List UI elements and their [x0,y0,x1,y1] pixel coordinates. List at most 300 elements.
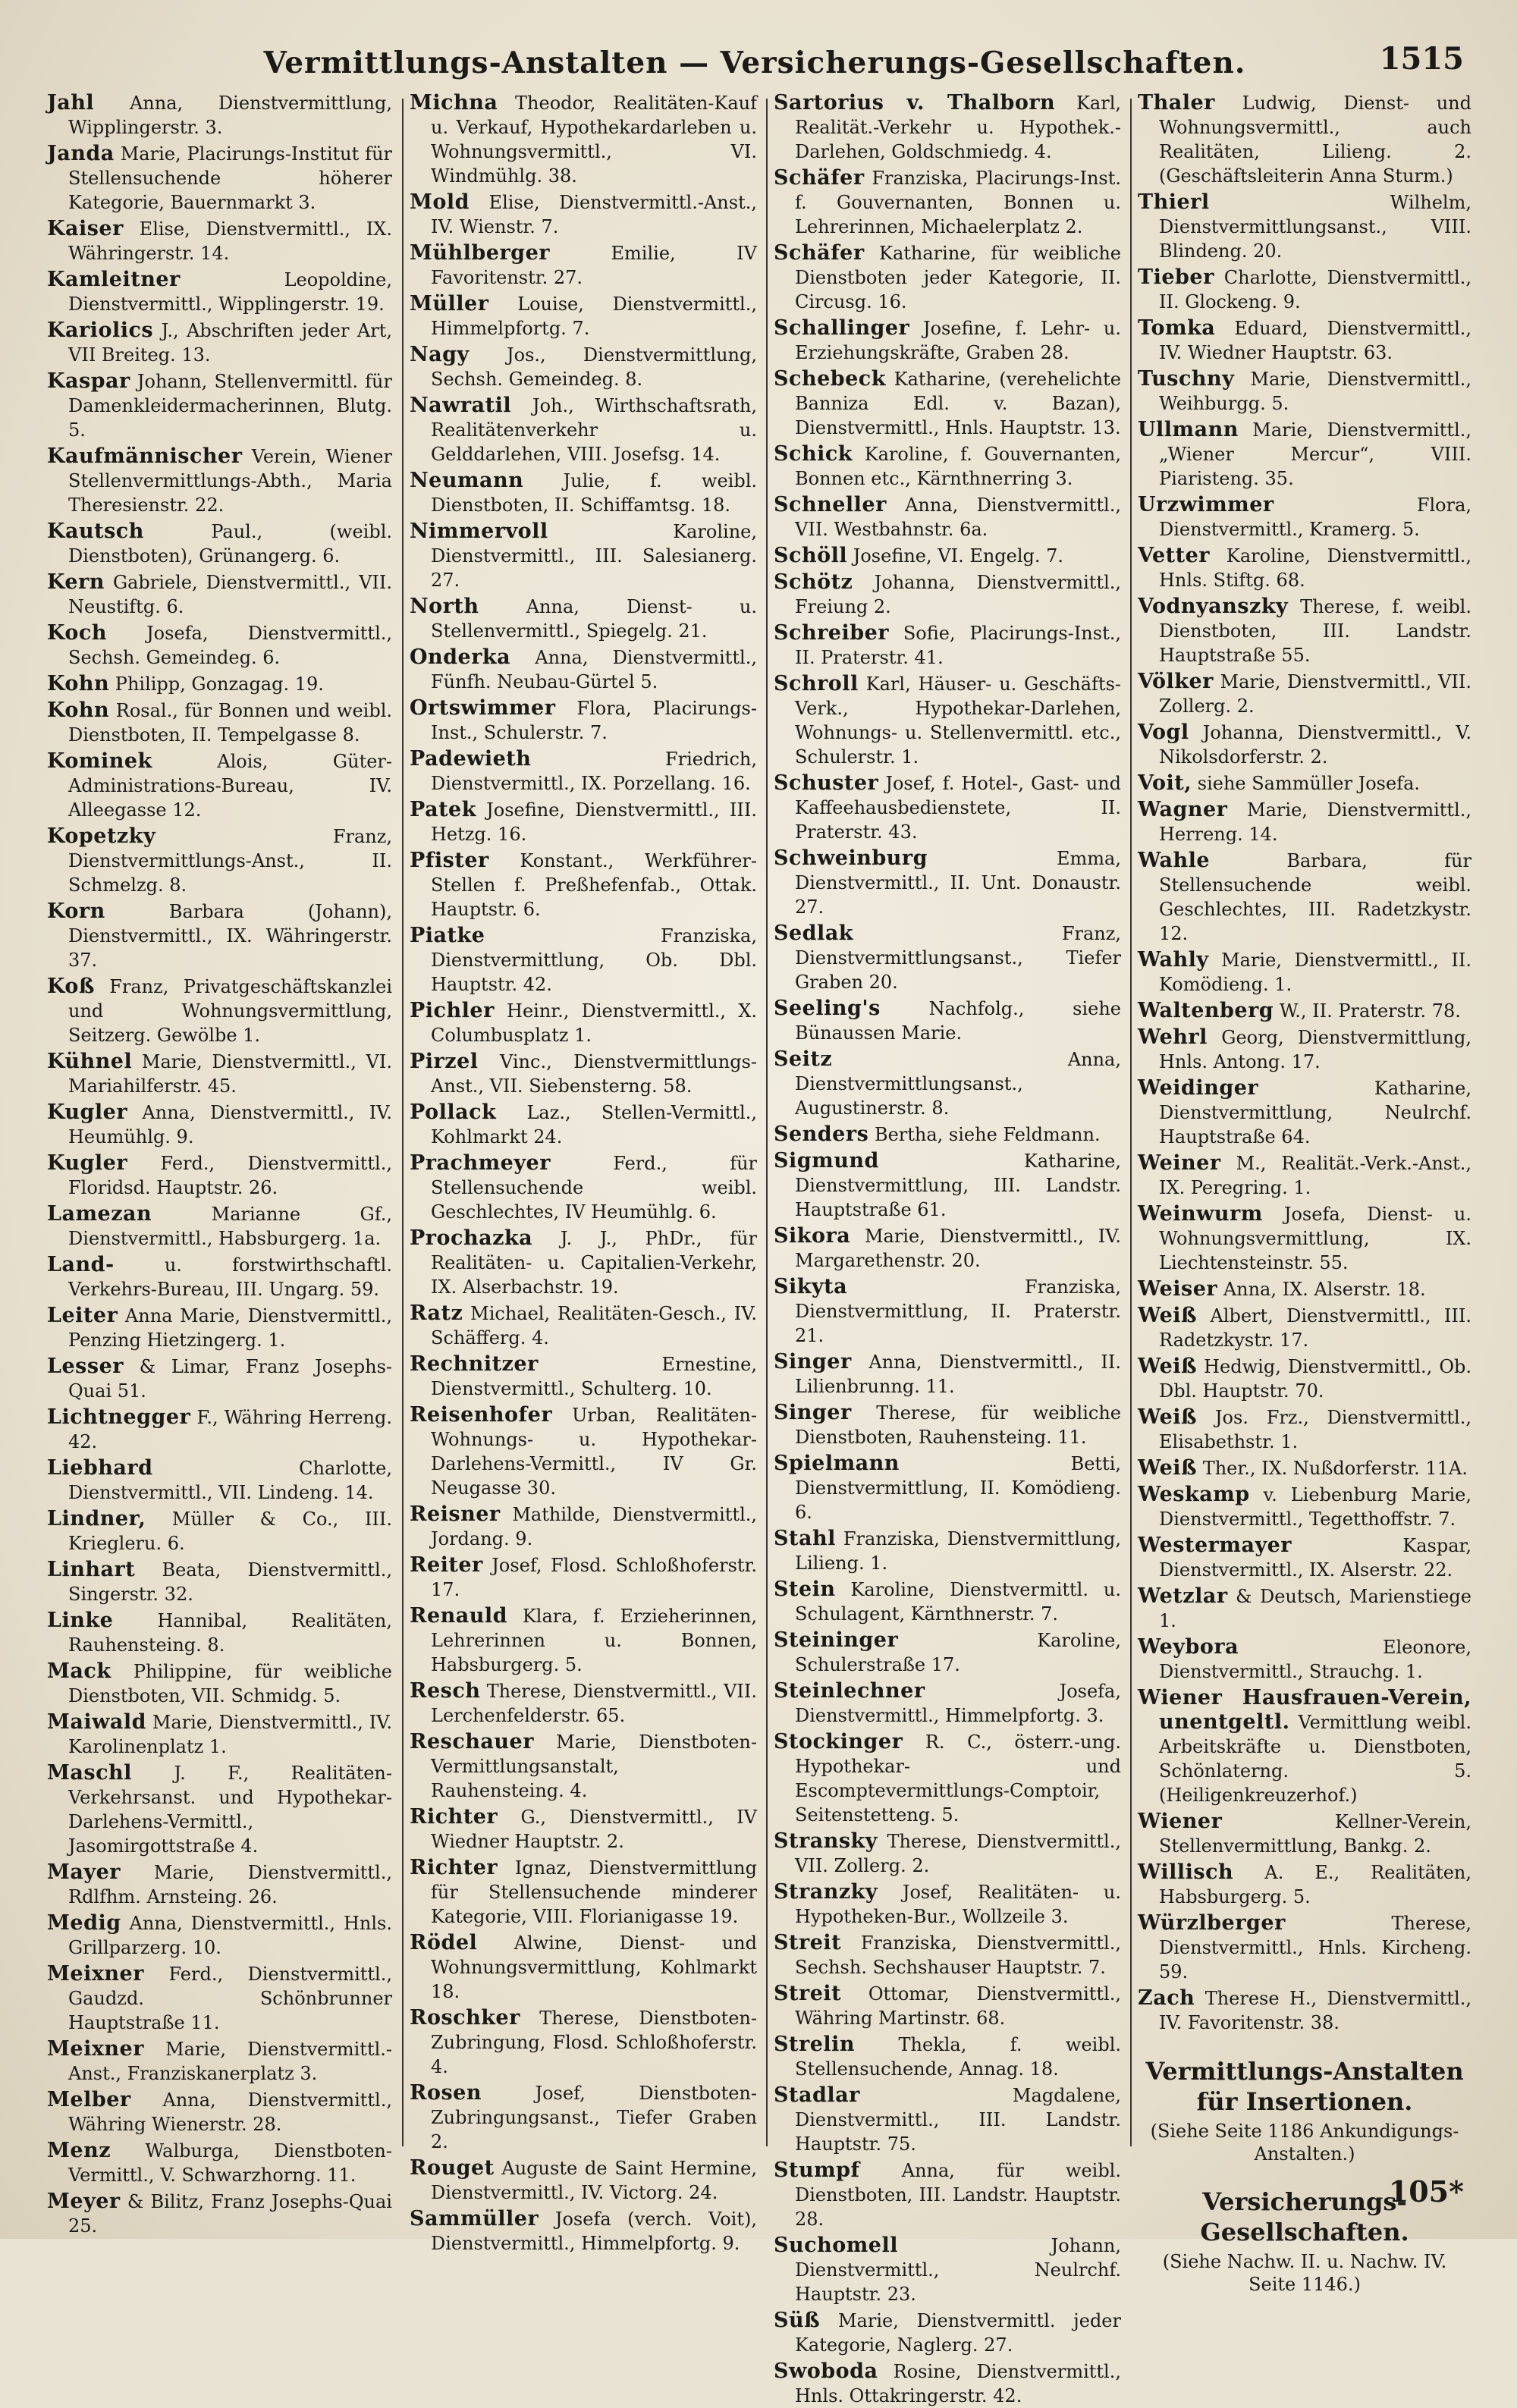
entry-name: Stransky [774,1829,878,1853]
entry-text: Franz, Dienstvermittlungsanst., Tiefer Graben 20. [795,923,1121,993]
entry-name: Kugler [47,1151,128,1175]
directory-entry [774,2309,1121,2357]
section-heading: Versicherungs-Gesellschaften. [1200,2187,1409,2246]
entry-name: Tomka [1138,316,1216,340]
directory-entry [774,570,1121,619]
directory-entry [47,2037,392,2086]
directory-entry [774,2158,1121,2231]
directory-entry [774,2234,1121,2306]
section-note: (Siehe Nachw. II. u. Nachw. IV. Seite 1146.) [1162,2251,1447,2295]
entry-name: Stadlar [774,2083,860,2107]
directory-entry [410,747,757,796]
directory-entry [1138,190,1471,263]
entry-text: Jos., Dienstvermittlung, Sechsh. Gemeindeg. 8. [431,344,757,390]
entry-name: Pfister [410,849,489,872]
entry-name: Streit [774,1982,842,2005]
entry-text: Julie, f. weibl. Dienstboten, II. Schiffamtsg. 18. [431,470,757,516]
entry-name: Richter [410,1805,498,1829]
entry-name: Sikora [774,1224,851,1248]
entry-text: A. E., Realitäten, Habsburgerg. 5. [1159,1862,1471,1907]
directory-entry [410,1403,757,1500]
entry-name: Mack [47,1659,111,1683]
directory-entry [410,394,757,466]
entry-text: Vinc., Dienstvermittlungs-Anst., VII. Siebensterng. 58. [431,1051,757,1097]
directory-entry [47,268,392,316]
entry-name: Rechnitzer [410,1352,539,1376]
directory-entry [47,975,392,1047]
entry-text: Katharine, Dienstvermittlung, Neulrchf. Hauptstraße 64. [1159,1078,1471,1147]
directory-entry [410,241,757,290]
entry-text: Kellner-Verein, Stellenvermittlung, Bankg. 2. [1159,1811,1471,1857]
directory-entry [47,899,392,972]
entry-text: Sofie, Placirungs-Inst., II. Praterstr. 41. [795,623,1121,668]
page-title: Vermittlungs-Anstalten — Versicherungs-Gesellschaften. [263,46,1246,80]
entry-text: Ferd., Dienstvermittl., Floridsd. Hauptstr. 26. [68,1153,392,1198]
entry-text: Ernestine, Dienstvermittl., Schulterg. 10. [431,1354,757,1399]
directory-entry [774,846,1121,919]
entry-name: Weiser [1138,1277,1218,1301]
entry-name: Kohn [47,699,110,722]
entry-text: Therese, für weibliche Dienstboten, Rauhensteing. 11. [795,1402,1121,1448]
entry-text: Charlotte, Dienstvermittl., II. Glockeng. 9. [1159,267,1471,312]
directory-entry [1138,1202,1471,1275]
directory-entry [1138,1534,1471,1582]
entry-text: Franz, Privatgeschäftskanzlei und Wohnungsvermittlung, Seitzerg. Gewölbe 1. [68,976,392,1046]
entry-text: Anna Marie, Dienstvermittl., Penzing Hietzingerg. 1. [68,1305,392,1351]
entry-name: Reiter [410,1553,483,1577]
entry-text: Mathilde, Dienstvermittl., Jordang. 9. [431,1504,757,1549]
directory-entry [47,1202,392,1251]
entry-name: Kaiser [47,217,124,240]
entry-name: Wagner [1138,798,1228,821]
entry-name: Singer [774,1401,852,1424]
entry-text: F., Währing Herreng. 42. [68,1407,392,1452]
directory-entry [774,1452,1121,1524]
directory-entry [774,1730,1121,1827]
entry-name: Nagy [410,343,470,366]
directory-entry [774,166,1121,239]
entry-text: Anna, Dienstvermittl., II. Lilienbrunng. 11. [795,1352,1121,1397]
directory-entry [410,696,757,745]
directory-entry [1138,1355,1471,1403]
entry-name: Rouget [410,2156,495,2180]
entry-name: Willisch [1138,1860,1234,1884]
entry-text: Wilhelm, Dienstvermittlungsanst., VIII. Blindeng. 20. [1159,192,1471,262]
entry-text: Rosine, Dienstvermittl., Hnls. Ottakringerstr. 42. [795,2361,1121,2406]
entry-text: Katharine, Dienstvermittlung, III. Landstr. Hauptstraße 61. [795,1151,1121,1220]
entry-text: siehe Sammüller Josefa. [1197,773,1421,794]
directory-entry [47,672,392,696]
entry-text: Leopoldine, Dienstvermittl., Wipplingerstr. 19. [68,269,392,315]
entry-name: Singer [774,1350,852,1374]
entry-name: Meixner [47,2037,144,2061]
directory-entry [774,91,1121,164]
directory-columns [47,91,1471,2406]
entry-name: Roschker [410,2006,520,2030]
entry-text: Eduard, Dienstvermittl., IV. Wiedner Hauptstr. 63. [1159,318,1471,363]
entry-text: Bertha, siehe Feldmann. [874,1124,1101,1145]
entry-name: Weiß [1138,1304,1198,1327]
directory-entry [774,1931,1121,1979]
directory-entry [1138,1584,1471,1633]
entry-name: Schick [774,442,853,466]
entry-text: Josef, Dienstboten-Zubringungsanst., Tiefer Graben 2. [431,2083,757,2152]
directory-entry [1138,1810,1471,1858]
directory-entry [774,1122,1121,1147]
entry-text: Anna, Dienstvermittlungsanst., Augustinerstr. 8. [795,1049,1121,1119]
entry-text: Marie, Dienstboten-Vermittlungsanstalt, Rauhensteing. 4. [431,1731,757,1801]
entry-text: Heinr., Dienstvermittl., X. Columbusplatz 1. [431,1000,757,1046]
entry-text: Marie, Dienstvermittl.-Anst., Franziskanerplatz 3. [68,2039,392,2084]
directory-entry [47,1050,392,1098]
directory-entry [1138,418,1471,491]
entry-name: Weiß [1138,1405,1198,1429]
entry-text: & Deutsch, Marienstiege 1. [1159,1586,1471,1631]
entry-name: Vetter [1138,544,1210,567]
entry-name: Weinwurm [1138,1202,1263,1226]
entry-text: Klara, f. Erzieherinnen, Lehrerinnen u. Bonnen, Habsburgerg. 5. [431,1606,757,1675]
entry-text: J. J., PhDr., für Realitäten- u. Capitalien-Verkehr, IX. Alserbachstr. 19. [431,1228,757,1298]
entry-text: Gabriele, Dienstvermittl., VII. Neustiftg. 6. [68,572,392,617]
entry-text: Franziska, Placirungs-Inst. f. Gouvernanten, Bonnen u. Lehrerinnen, Michaelerplatz 2. [795,168,1121,237]
entry-name: Neumann [410,469,524,492]
entry-name: Mühlberger [410,241,550,265]
entry-text: Auguste de Saint Hermine, Dienstvermittl., IV. Victorg. 24. [431,2158,757,2203]
entry-text: Magdalene, Dienstvermittl., III. Landstr. Hauptstr. 75. [795,2085,1121,2155]
entry-text: Karl, Realität.-Verkehr u. Hypothek.-Darlehen, Goldschmiedg. 4. [795,93,1121,162]
entry-text: Marie, Dienstvermittl., II. Komödieng. 1. [1159,950,1471,995]
directory-entry [47,1507,392,1556]
directory-entry [1138,948,1471,997]
entry-text: v. Liebenburg Marie, Dienstvermittl., Tegetthoffstr. 7. [1159,1484,1471,1530]
entry-name: Richter [410,1856,498,1879]
entry-text: Anna, Dienstvermittl., IV. Heumühlg. 9. [68,1102,392,1147]
entry-name: Janda [47,142,115,165]
directory-entry [1138,771,1471,796]
directory-entry [47,444,392,517]
entry-text: Beata, Dienstvermittl., Singerstr. 32. [68,1559,392,1605]
entry-name: Kominek [47,749,152,773]
entry-text: Karl, Häuser- u. Geschäfts-Verk., Hypothekar-Darlehen, Wohnungs- u. Stellenvermittl. etc., Schulerstr. 1. [795,673,1121,768]
directory-entry [774,1350,1121,1399]
directory-entry [410,798,757,846]
entry-text: Therese, Dienstvermittl., VII. Lerchenfelderstr. 65. [431,1681,757,1726]
directory-entry [410,1730,757,1803]
entry-text: Walburga, Dienstboten-Vermittl., V. Schwarzhorng. 11. [68,2140,392,2186]
page-header [46,39,1464,93]
directory-entry [410,1679,757,1728]
directory-entry [1138,670,1471,718]
entry-name: Maschl [47,1761,132,1785]
entry-name: Kamleitner [47,268,181,291]
directory-entry [47,91,392,140]
entry-name: Voit, [1138,771,1192,795]
entry-text: Michael, Realitäten-Gesch., IV. Schäfferg. 4. [431,1303,757,1348]
entry-text: J., Abschriften jeder Art, VII Breiteg. 13. [68,320,392,366]
directory-entry [774,672,1121,769]
entry-text: R. C., österr.-ung. Hypothekar- und Escomptevermittlungs-Comptoir, Seitenstetteng. 5. [795,1731,1121,1826]
entry-name: Schroll [774,672,859,695]
entry-text: Nachfolg., siehe Bünaussen Marie. [795,998,1121,1044]
entry-text: Vermittlung weibl. Arbeitskräfte u. Dienstboten, Schönlaterng. 5. (Heiligenkreuzerhof.) [1159,1712,1471,1806]
directory-entry [774,1679,1121,1728]
directory-entry [410,1352,757,1401]
directory-entry [47,824,392,897]
entry-text: Josefa (verch. Voit), Dienstvermittl., Himmelpfortg. 9. [431,2209,757,2254]
directory-entry [774,2359,1121,2408]
entry-text: Emma, Dienstvermittl., II. Unt. Donaustr. 27. [795,848,1121,918]
entry-name: Meyer [47,2190,121,2213]
directory-entry [47,570,392,619]
entry-name: Stockinger [774,1730,903,1753]
directory-entry [1138,798,1471,846]
entry-name: Ortswimmer [410,696,556,720]
entry-text: Theodor, Realitäten-Kauf u. Verkauf, Hypothekardarleben u. Wohnungsvermittl., VI. Windmühlg. 38. [431,93,757,187]
entry-name: Liebhard [47,1456,153,1480]
entry-name: Ullmann [1138,418,1239,441]
entry-name: North [410,595,479,618]
entry-text: Josefa, Dienstvermittl., Himmelpfortg. 3. [795,1681,1121,1726]
directory-entry [410,520,757,592]
directory-entry [47,749,392,822]
entry-text: Josef, f. Hotel-, Gast- und Kaffeehausbedienstete, II. Praterstr. 43. [795,773,1121,843]
entry-text: Flora, Dienstvermittl., Kramerg. 5. [1159,494,1471,540]
entry-name: Schöll [774,544,848,567]
entry-name: Weybora [1138,1635,1239,1659]
entry-name: Onderka [410,645,511,669]
directory-entry [47,319,392,367]
directory-entry [1138,265,1471,314]
entry-text: Katharine, (verehelichte Banniza Edl. v. Bazan), Dienstvermittl., Hnls. Hauptstr. 13. [795,369,1121,438]
directory-entry [774,621,1121,670]
entry-name: Lindner, [47,1507,146,1531]
entry-name: Jahl [47,91,95,115]
directory-entry [410,1151,757,1224]
entry-name: Michna [410,91,498,115]
directory-entry [1138,1483,1471,1531]
entry-text: Marie, Dienstvermittl., „Wiener Mercur“, VIII. Piaristeng. 35. [1159,419,1471,489]
entry-name: Schneller [774,493,887,516]
entry-text: Elise, Dienstvermittl., IX. Währingerstr. 14. [68,218,392,264]
entry-text: Georg, Dienstvermittlung, Hnls. Antong. 17. [1159,1027,1471,1072]
entry-name: Lichtnegger [47,1405,191,1429]
entry-text: Ignaz, Dienstvermittlung für Stellensuchende minderer Kategorie, VIII. Florianigasse 19. [431,1857,757,1927]
directory-entry [47,1355,392,1403]
entry-text: Johanna, Dienstvermittl., Freiung 2. [795,572,1121,617]
entry-name: Kopetzky [47,824,156,848]
directory-entry [410,1604,757,1677]
directory-entry [410,343,757,391]
entry-text: Ottomar, Dienstvermittl., Währing Martinstr. 68. [795,1983,1121,2029]
entry-name: Kaufmännischer [47,444,243,468]
entry-name: Meixner [47,1962,144,1986]
entry-name: Schötz [774,570,853,594]
entry-text: Marie, Dienstvermittl., IV. Margarethenstr. 20. [795,1226,1121,1271]
entry-name: Stein [774,1578,836,1601]
entry-text: Alwine, Dienst- und Wohnungsvermittlung, Kohlmarkt 18. [431,1932,757,2002]
directory-entry [774,2083,1121,2156]
directory-entry [410,2156,757,2205]
directory-entry [1138,595,1471,667]
directory-entry [1138,1635,1471,1684]
entry-text: Franziska, Dienstvermittl., Sechsh. Sechshauser Hauptstr. 7. [795,1932,1121,1978]
directory-entry [410,1050,757,1098]
entry-name: Melber [47,2088,131,2111]
entry-name: Ratz [410,1301,463,1325]
column-3 [774,91,1121,2406]
entry-text: Elise, Dienstvermittl.-Anst., IV. Wienstr. 7. [431,192,757,237]
directory-entry [410,2081,757,2154]
entry-text: Flora, Placirungs-Inst., Schulerstr. 7. [431,698,757,743]
entry-name: Schebeck [774,367,886,391]
directory-entry [1138,91,1471,188]
directory-entry [47,1911,392,1960]
entry-text: Rosal., für Bonnen und weibl. Dienstboten, II. Tempelgasse 8. [68,700,392,746]
directory-entry [47,1456,392,1505]
entry-name: Seeling's [774,997,881,1020]
entry-name: Reschauer [410,1730,534,1753]
entry-text: Therese H., Dienstvermittl., IV. Favoritenstr. 38. [1159,1988,1471,2033]
entry-name: Reisenhofer [410,1403,553,1427]
entry-text: Marie, Dienstvermittl., Rdlfhm. Arnsteing. 26. [68,1862,392,1907]
directory-entry [410,1805,757,1854]
entry-name: Pollack [410,1100,497,1124]
entry-name: Sigmund [774,1149,879,1173]
directory-entry [410,849,757,921]
column-divider [766,99,768,2146]
entry-text: Thekla, f. weibl. Stellensuchende, Annag. 18. [795,2034,1121,2080]
entry-text: Paul., (weibl. Dienstboten), Grünangerg. 6. [68,521,392,567]
entry-text: Anna, Dienst- u. Stellenvermittl., Spiegelg. 21. [431,596,757,642]
entry-name: Schäfer [774,241,865,265]
entry-name: Pichler [410,999,495,1022]
entry-name: Vogl [1138,721,1189,744]
entry-name: Kühnel [47,1050,133,1073]
entry-text: Josefine, f. Lehr- u. Erziehungskräfte, Graben 28. [795,318,1121,363]
directory-entry [1138,544,1471,592]
entry-text: Josefine, Dienstvermittl., III. Hetzg. 16. [431,799,757,845]
entry-text: & Limar, Franz Josephs-Quai 51. [68,1356,392,1402]
signature-mark: 105* [1388,2174,1464,2209]
directory-entry [47,1962,392,2035]
entry-name: Sammüller [410,2207,539,2231]
directory-entry [410,292,757,341]
entry-text: Ferd., für Stellensuchende weibl. Geschlechtes, IV Heumühlg. 6. [431,1153,757,1223]
entry-name: Süß [774,2309,821,2332]
directory-entry [1138,1986,1471,2035]
directory-entry [1138,849,1471,946]
entry-text: Hedwig, Dienstvermittl., Ob. Dbl. Hauptstr. 70. [1159,1356,1471,1402]
entry-name: Schuster [774,771,879,795]
entry-name: Schallinger [774,316,910,340]
directory-entry [1138,1025,1471,1074]
column-1 [47,91,392,2237]
entry-name: Zach [1138,1986,1195,2010]
entry-text: Anna, Dienstvermittlung, Wipplingerstr. 3. [68,93,392,138]
entry-text: Anna, Dienstvermittl., Währing Wienerstr. 28. [68,2089,392,2135]
directory-entry [1138,1456,1471,1480]
entry-name: Linhart [47,1558,136,1581]
entry-text: Konstant., Werkführer-Stellen f. Preßhefenfab., Ottak. Hauptstr. 6. [431,850,757,920]
entry-text: Marie, Dienstvermittl., IV. Karolinenplatz 1. [68,1712,392,1757]
directory-entry [774,241,1121,314]
entry-text: Karoline, f. Gouvernanten, Bonnen etc., Kärnthnerring 3. [795,444,1121,489]
entry-name: Leiter [47,1304,118,1327]
entry-text: Laz., Stellen-Vermittl., Kohlmarkt 24. [431,1102,757,1147]
entry-name: Seitz [774,1047,833,1071]
directory-entry [410,1856,757,1929]
directory-entry [774,1982,1121,2030]
entry-name: Rödel [410,1931,478,1954]
entry-text: Katharine, für weibliche Dienstboten jeder Kategorie, II. Circusg. 16. [795,243,1121,312]
entry-text: Marie, Dienstvermittl., Herreng. 14. [1159,799,1471,845]
entry-name: Thaler [1138,91,1215,115]
entry-text: Kaspar, Dienstvermittl., IX. Alserstr. 22. [1159,1535,1471,1581]
entry-text: Johanna, Dienstvermittl., V. Nikolsdorferstr. 2. [1159,722,1471,768]
entry-text: J. F., Realitäten-Verkehrsanst. und Hypothekar-Darlehens-Vermittl., Jasomirgottstraße 4. [68,1763,392,1857]
section-note: (Siehe Seite 1186 Ankundigungs-Anstalten.) [1150,2121,1459,2165]
entry-text: Alois, Güter-Administrations-Bureau, IV. Alleegasse 12. [68,751,392,821]
directory-entry [47,621,392,670]
directory-entry [410,1301,757,1350]
entry-text: Urban, Realitäten-Wohnungs- u. Hypothekar-Darlehens-Vermittl., IV Gr. Neugasse 30. [431,1405,757,1499]
entry-text: Philippine, für weibliche Dienstboten, VII. Schmidg. 5. [68,1661,392,1706]
entry-text: Betti, Dienstvermittlung, II. Komödieng. 6. [795,1453,1121,1523]
entry-name: Weidinger [1138,1076,1259,1100]
directory-entry [774,493,1121,542]
entry-name: Medig [47,1911,121,1935]
entry-name: Wetzlar [1138,1584,1228,1608]
entry-name: Sikyta [774,1275,848,1298]
entry-name: Wehrl [1138,1025,1208,1049]
page-number: 1515 [1379,41,1464,77]
directory-entry [47,1558,392,1606]
entry-name: Reisner [410,1502,501,1526]
directory-entry [1138,1151,1471,1200]
entry-text: Johann, Stellenvermittl. für Damenkleidermacherinnen, Blutg. 5. [68,371,392,441]
directory-entry [47,369,392,442]
entry-text: Karoline, Dienstvermittl. u. Schulagent, Kärnthnerstr. 7. [795,1579,1121,1625]
entry-text: Ther., IX. Nußdorferstr. 11A. [1202,1458,1468,1479]
directory-entry [774,921,1121,994]
entry-text: Barbara (Johann), Dienstvermittl., IX. Währingerstr. 37. [68,901,392,971]
entry-text: Therese, Dienstvermittl., VII. Zollerg. 2. [795,1831,1121,1876]
directory-entry [1138,721,1471,769]
entry-text: Hannibal, Realitäten, Rauhensteing. 8. [68,1610,392,1656]
entry-name: Steininger [774,1628,899,1652]
entry-text: Barbara, für Stellensuchende weibl. Geschlechtes, III. Radetzkystr. 12. [1159,850,1471,944]
entry-text: Marie, Dienstvermittl., Weihburgg. 5. [1159,369,1471,414]
directory-entry [1138,316,1471,365]
entry-name: Tuschny [1138,367,1235,391]
entry-name: Land- [47,1253,115,1276]
directory-entry [1138,1860,1471,1909]
entry-name: Wiener Hausfrauen-Verein, unentgeltl. [1138,1686,1471,1734]
directory-entry [410,645,757,694]
entry-name: Sartorius v. Thalborn [774,91,1056,115]
entry-name: Lamezan [47,1202,152,1226]
entry-text: Josef, Realitäten- u. Hypotheken-Bur., Wollzeile 3. [795,1882,1121,1927]
entry-text: Franz, Dienstvermittlungs-Anst., II. Schmelzg. 8. [68,826,392,896]
directory-entry [47,1710,392,1759]
directory-entry [47,1253,392,1301]
entry-name: Weiß [1138,1355,1198,1378]
directory-entry [47,1304,392,1352]
directory-entry [47,520,392,568]
directory-entry [1138,999,1471,1023]
directory-entry [47,1100,392,1149]
entry-name: Nawratil [410,394,512,417]
